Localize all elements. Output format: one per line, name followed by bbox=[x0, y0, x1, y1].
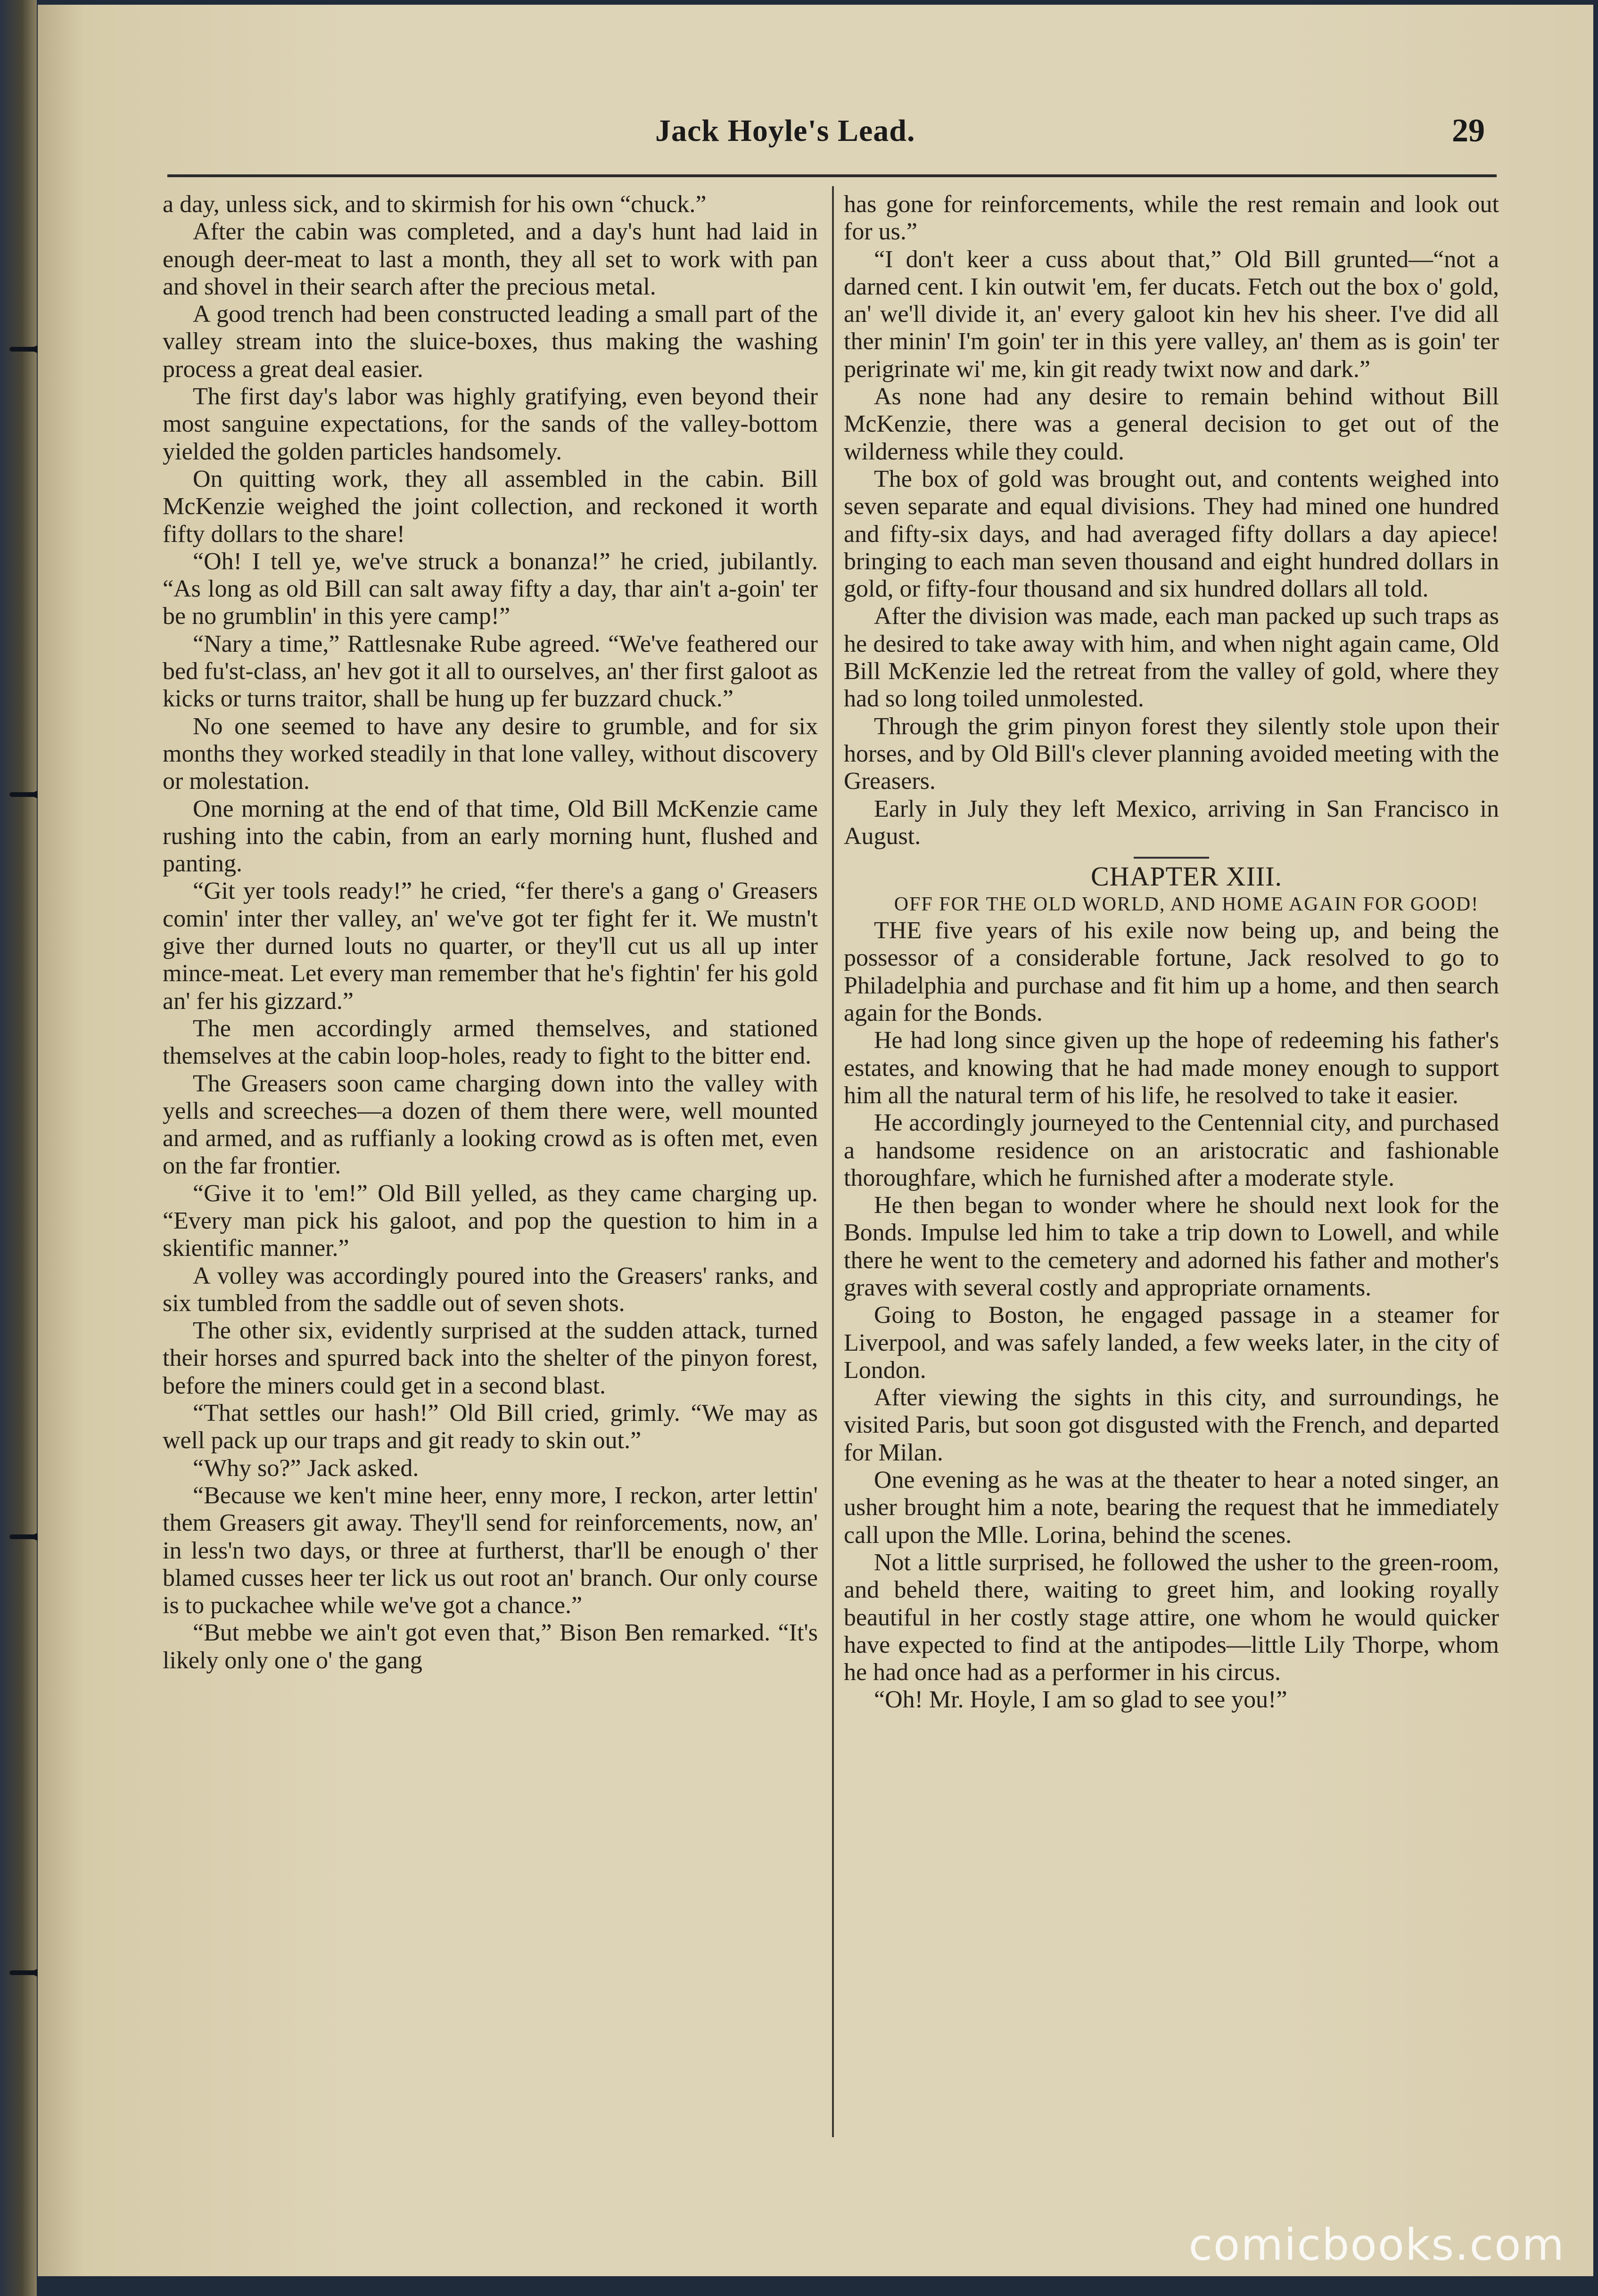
chapter-title: CHAPTER XIII. bbox=[1090, 861, 1283, 892]
paragraph: On quitting work, they all assembled in the cabin. Bill McKenzie weighed the joint collection, and reckoned it worth fifty dollars to the share! bbox=[163, 465, 818, 548]
paragraph: After the cabin was completed, and a day's hunt had laid in enough deer-meat to last a month, they all set to work with pan and shovel in their search after the precious metal. bbox=[163, 218, 818, 300]
paragraph: “That settles our hash!” Old Bill cried, grimly. “We may as well pack up our traps and git ready to skin out.” bbox=[163, 1400, 818, 1454]
paragraph: Early in July they left Mexico, arriving in San Francisco in August. bbox=[844, 795, 1499, 850]
paragraph: He then began to wonder where he should next look for the Bonds. Impulse led him to take a trip down to Lowell, and while there he went to the cemetery and adorned his father and mother's graves with several costly and appropriate ornaments. bbox=[844, 1192, 1499, 1301]
paragraph: “I don't keer a cuss about that,” Old Bill grunted—“not a darned cent. I kin outwit 'em, fer ducats. Fetch out the box o' gold, an' we'll divide it, an' every galoot kin hev his sheer. I've did all ther minin' I'm goin' ter in this yere valley, an' them as is goin' ter perigrinate wi' me, kin git ready twixt now and dark.” bbox=[844, 246, 1499, 383]
paragraph: “Git yer tools ready!” he cried, “fer there's a gang o' Greasers comin' inter ther valley, an' we've got ter fight fer it. We mustn't give ther durned louts no quarter, or they'll cut us all up inter mince-meat. Let every man remember that he's fightin' fer his gold an' fer his gizzard.” bbox=[163, 877, 818, 1015]
left-column bbox=[163, 191, 818, 1674]
paragraph: “Oh! I tell ye, we've struck a bonanza!” he cried, jubilantly. “As long as old Bill can salt away fifty a day, thar ain't a-goin' ter be no grumblin' in this yere camp!” bbox=[163, 548, 818, 630]
paragraph: has gone for reinforcements, while the rest remain and look out for us.” bbox=[844, 191, 1499, 246]
paragraph: “Nary a time,” Rattlesnake Rube agreed. “We've feathered our bed fu'st-class, an' hev got it all to ourselves, an' ther first galoot as kicks or turns traitor, shall be hung up fer buzzard chuck.” bbox=[163, 630, 818, 713]
chapter-subtitle: OFF FOR THE OLD WORLD, AND HOME AGAIN FOR GOOD! bbox=[894, 894, 1479, 916]
paragraph: “Why so?” Jack asked. bbox=[193, 1454, 419, 1482]
paragraph: “Give it to 'em!” Old Bill yelled, as they came charging up. “Every man pick his galoot, and pop the question to him in a skientific manner.” bbox=[163, 1180, 818, 1262]
right-column bbox=[844, 191, 1499, 1714]
paragraph: “Because we ken't mine heer, enny more, I reckon, arter lettin' them Greasers git away. They'll send for reinforcements, now, an' in less'n two days, or three at furtherst, thar'll be enough o' ther blamed cusses heer ter lick us out root an' branch. Our only course is to puckachee while we've got a chance.” bbox=[163, 1482, 818, 1619]
paragraph: Going to Boston, he engaged passage in a steamer for Liverpool, and was safely landed, a few weeks later, in the city of London. bbox=[844, 1302, 1499, 1384]
column-divider bbox=[832, 186, 834, 2137]
watermark: comicbooks.com bbox=[1188, 2220, 1565, 2270]
paragraph: THE five years of his exile now being up, and being the possessor of a considerable fortune, Jack resolved to go to Philadelphia and purchase and fit him up a home, and then search again for the Bonds. bbox=[844, 917, 1499, 1027]
paragraph: A good trench had been constructed leading a small part of the valley stream into the sluice-boxes, thus making the washing process a great deal easier. bbox=[163, 301, 818, 383]
paragraph: “But mebbe we ain't got even that,” Bison Ben remarked. “It's likely only one o' the gang bbox=[163, 1619, 818, 1674]
paragraph: The box of gold was brought out, and contents weighed into seven separate and equal divisions. They had mined one hundred and fifty-six days, and had averaged fifty dollars a day apiece! bringing to each man seven thousand and eight hundred dollars in gold, or fifty-four thousand and six hundred dollars all told. bbox=[844, 465, 1499, 603]
paragraph: Not a little surprised, he followed the usher to the green-room, and beheld there, waiting to greet him, and looking royally beautiful in her costly stage attire, one whom he would quicker have expected to find at the antipodes—little Lily Thorpe, whom he had once had as a performer in his circus. bbox=[844, 1549, 1499, 1686]
running-title: Jack Hoyle's Lead. bbox=[655, 114, 915, 148]
chapter-rule bbox=[1134, 857, 1209, 859]
paragraph: The men accordingly armed themselves, and stationed themselves at the cabin loop-holes, ready to fight to the bitter end. bbox=[163, 1015, 818, 1070]
header-rule bbox=[167, 174, 1497, 177]
paragraph: “Oh! Mr. Hoyle, I am so glad to see you!” bbox=[874, 1686, 1287, 1714]
paragraph: The first day's labor was highly gratifying, even beyond their most sanguine expectations, for the sands of the valley-bottom yielded the golden particles handsomely. bbox=[163, 383, 818, 465]
paragraph: After the division was made, each man packed up such traps as he desired to take away with him, and when night again came, Old Bill McKenzie led the retreat from the valley of gold, where they had so long toiled unmolested. bbox=[844, 603, 1499, 713]
paragraph: As none had any desire to remain behind without Bill McKenzie, there was a general decision to get out of the wilderness while they could. bbox=[844, 383, 1499, 465]
paragraph: a day, unless sick, and to skirmish for his own “chuck.” bbox=[163, 191, 707, 218]
page-header bbox=[127, 108, 1494, 160]
paragraph: One evening as he was at the theater to hear a noted singer, an usher brought him a note, bearing the request that he immediately call upon the Mlle. Lorina, behind the scenes. bbox=[844, 1467, 1499, 1549]
paragraph: A volley was accordingly poured into the Greasers' ranks, and six tumbled from the saddle out of seven shots. bbox=[163, 1262, 818, 1317]
paragraph: The Greasers soon came charging down into the valley with yells and screeches—a dozen of them there were, well mounted and armed, and as ruffianly a looking crowd as is often met, even on the far frontier. bbox=[163, 1070, 818, 1180]
paragraph: One morning at the end of that time, Old Bill McKenzie came rushing into the cabin, from an early morning hunt, flushed and panting. bbox=[163, 795, 818, 877]
paragraph: No one seemed to have any desire to grumble, and for six months they worked steadily in that lone valley, without discovery or molestation. bbox=[163, 713, 818, 795]
paragraph: The other six, evidently surprised at the sudden attack, turned their horses and spurred back into the shelter of the pinyon forest, before the miners could get in a second blast. bbox=[163, 1317, 818, 1399]
page-number: 29 bbox=[1452, 113, 1485, 149]
paragraph: Through the grim pinyon forest they silently stole upon their horses, and by Old Bill's clever planning avoided meeting with the Greasers. bbox=[844, 713, 1499, 795]
paragraph: After viewing the sights in this city, and surroundings, he visited Paris, but soon got disgusted with the French, and departed for Milan. bbox=[844, 1384, 1499, 1466]
paragraph: He accordingly journeyed to the Centennial city, and purchased a handsome residence on an aristocratic and fashionable thoroughfare, which he furnished after a moderate style. bbox=[844, 1109, 1499, 1191]
paragraph: He had long since given up the hope of redeeming his father's estates, and knowing that he had made money enough to support him all the natural term of his life, he resolved to take it easier. bbox=[844, 1027, 1499, 1109]
